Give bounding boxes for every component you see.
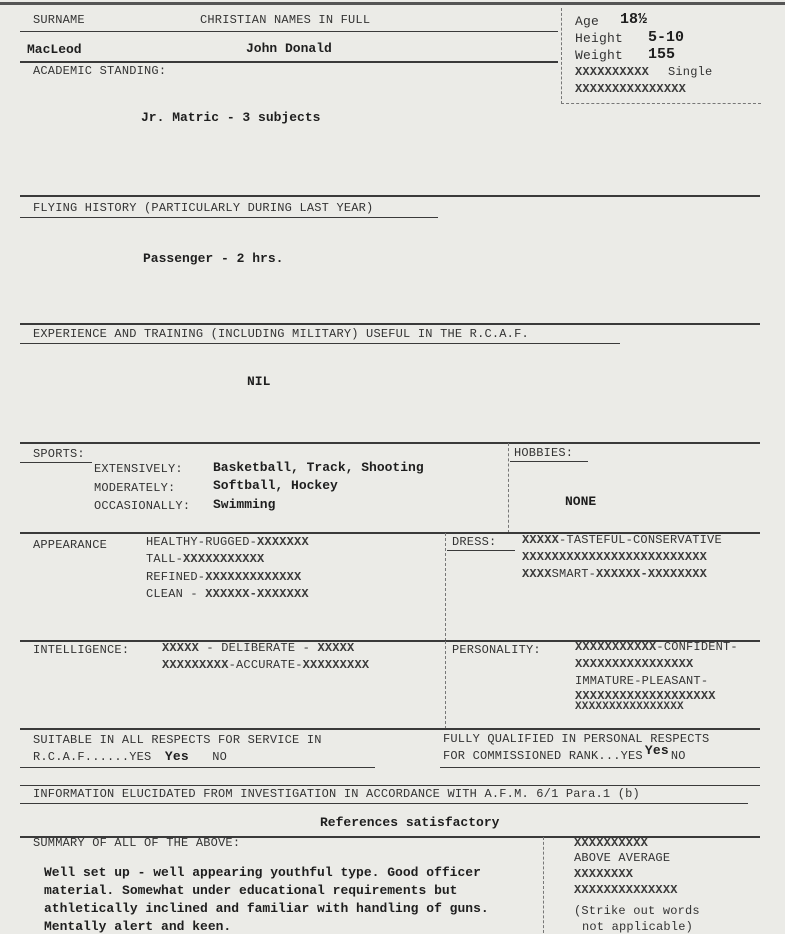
top-border [0,2,785,5]
dress-line-1-struck: XXXXX [522,533,560,547]
commission-text-1: FULLY QUALIFIED IN PERSONAL RESPECTS [443,732,710,746]
experience-label-underline [20,343,620,344]
summary-line-3: athletically inclined and familiar with handling of guns. [44,901,489,916]
christian-names-label: CHRISTIAN NAMES IN FULL [200,13,371,27]
experience-label: EXPERIENCE AND TRAINING (INCLUDING MILITARY) USEFUL IN THE R.C.A.F. [33,327,529,341]
appearance-line-4-struck: XXXXXX-XXXXXXX [205,587,309,601]
intelligence-line-2 [162,658,369,672]
intelligence-line-2-text: -ACCURATE- [228,658,303,672]
extensively-value: Basketball, Track, Shooting [213,460,424,475]
information-underline [20,803,748,804]
dress-divider [445,533,446,641]
intelligence-label: INTELLIGENCE: [33,643,130,657]
appearance-line-2-text: TALL- [146,552,184,566]
commission-underline [440,767,760,768]
christian-names-value: John Donald [246,41,332,56]
sports-label-underline [20,462,92,463]
suitability-text-2: R.C.A.F......YES [33,750,152,764]
intelligence-line-2b-struck: XXXXXXXXX [302,658,370,672]
experience-top-rule [20,323,760,325]
appearance-line-1-struck: XXXXXXX [257,535,309,549]
personality-line-3: IMMATURE-PLEASANT- [575,674,709,688]
personality-label: PERSONALITY: [452,643,541,657]
rating-note-2: not applicable) [582,920,694,934]
dress-label: DRESS: [452,535,497,549]
hobbies-label-underline [510,461,588,462]
height-value: 5-10 [648,29,685,46]
commission-answer: Yes [644,743,669,758]
summary-line-1: Well set up - well appearing youthful type. Good officer [44,865,481,880]
occasionally-label: OCCASIONALLY: [94,499,191,513]
rating-line-3: XXXXXXXX [574,867,634,881]
age-label: Age [575,14,600,29]
hobbies-divider [508,443,509,533]
dress-line-3-text: SMART- [551,567,597,581]
information-top-rule [20,785,760,786]
summary-line-2: material. Somewhat under educational requirements but [44,883,458,898]
suitability-text-1: SUITABLE IN ALL RESPECTS FOR SERVICE IN [33,733,322,747]
commission-line-2 [443,743,686,763]
personality-line-1 [575,640,738,654]
suitability-underline [20,767,375,768]
header-divider [20,31,558,32]
stats-box-bottom [561,103,761,104]
appearance-line-4 [146,587,309,601]
sports-top-rule [20,442,760,444]
surname-label: SURNAME [33,13,85,27]
rating-above-average: ABOVE AVERAGE [574,851,671,865]
stats-box-left [561,8,562,104]
personality-line-4: XXXXXXXXXXXXXXXXXXX [575,689,716,703]
dress-line-3-struck: XXXX [522,567,552,581]
age-value: 18½ [620,11,648,28]
moderately-label: MODERATELY: [94,481,176,495]
appearance-line-2 [146,552,264,566]
summary-line-4: Mentally alert and keen. [44,919,232,934]
dress-line-2: XXXXXXXXXXXXXXXXXXXXXXXXX [522,550,708,564]
flying-history-value: Passenger - 2 hrs. [143,251,284,266]
dress-line-3b-struck: XXXXXX-XXXXXXXX [596,567,708,581]
name-underline [20,61,558,63]
personality-line-1-struck: XXXXXXXXXXX [575,640,657,654]
suitability-no: NO [212,750,228,764]
commission-text-2: FOR COMMISSIONED RANK...YES [443,749,643,763]
marital-struck: XXXXXXXXXX [575,65,650,79]
commission-no: NO [670,749,686,763]
appearance-line-1-text: HEALTHY-RUGGED- [146,535,258,549]
personality-line-5: XXXXXXXXXXXXXXXX [575,701,684,713]
dress-line-1-text: -TASTEFUL-CONSERVATIVE [559,533,722,547]
occasionally-value: Swimming [213,497,276,512]
height-label: Height [575,31,624,46]
suitability-answer: Yes [164,749,189,764]
suitability-top-rule [20,728,760,730]
flying-history-label: FLYING HISTORY (PARTICULARLY DURING LAST YEAR) [33,201,374,215]
surname-value: MacLeod [27,42,82,57]
personality-divider [445,641,446,729]
flying-top-rule [20,195,760,197]
personality-line-1-text: -CONFIDENT- [656,640,738,654]
experience-value: NIL [247,374,271,389]
sports-label: SPORTS: [33,447,85,461]
appearance-line-2-struck: XXXXXXXXXXX [183,552,265,566]
appearance-line-3-struck: XXXXXXXXXXXXX [205,570,302,584]
intelligence-line-2-struck: XXXXXXXXX [162,658,229,672]
extensively-label: EXTENSIVELY: [94,462,183,476]
marital-status: Single [668,65,713,79]
rating-line-1: XXXXXXXXXX [574,836,649,850]
hobbies-value: NONE [565,494,597,509]
appearance-label: APPEARANCE [33,538,108,552]
appearance-line-4-text: CLEAN - [146,587,206,601]
suitability-line-2 [33,749,227,764]
rating-divider [543,837,544,933]
intelligence-line-1 [162,641,354,655]
dress-label-underline [447,550,515,551]
appearance-line-3 [146,570,301,584]
personality-line-2: XXXXXXXXXXXXXXXX [575,657,694,671]
intelligence-line-1b-struck: XXXXX [317,641,355,655]
academic-value: Jr. Matric - 3 subjects [141,110,321,125]
hobbies-label: HOBBIES: [514,446,574,460]
weight-value: 155 [648,46,676,63]
information-value: References satisfactory [320,815,500,830]
academic-label: ACADEMIC STANDING: [33,64,167,78]
intelligence-line-1-text: - DELIBERATE - [199,641,318,655]
rating-line-4: XXXXXXXXXXXXXX [574,883,678,897]
flying-label-underline [20,217,438,218]
information-label: INFORMATION ELUCIDATED FROM INVESTIGATION IN ACCORDANCE WITH A.F.M. 6/1 Para.1 (b) [33,787,640,801]
rating-note-1: (Strike out words [574,904,700,918]
appearance-line-1 [146,535,309,549]
dress-line-1 [522,533,722,547]
weight-label: Weight [575,48,624,63]
summary-label: SUMMARY OF ALL OF THE ABOVE: [33,836,241,850]
struck-line: XXXXXXXXXXXXXXX [575,82,687,96]
appearance-line-3-text: REFINED- [146,570,206,584]
moderately-value: Softball, Hockey [213,478,338,493]
dress-line-3 [522,567,707,581]
intelligence-line-1-struck: XXXXX [162,641,200,655]
